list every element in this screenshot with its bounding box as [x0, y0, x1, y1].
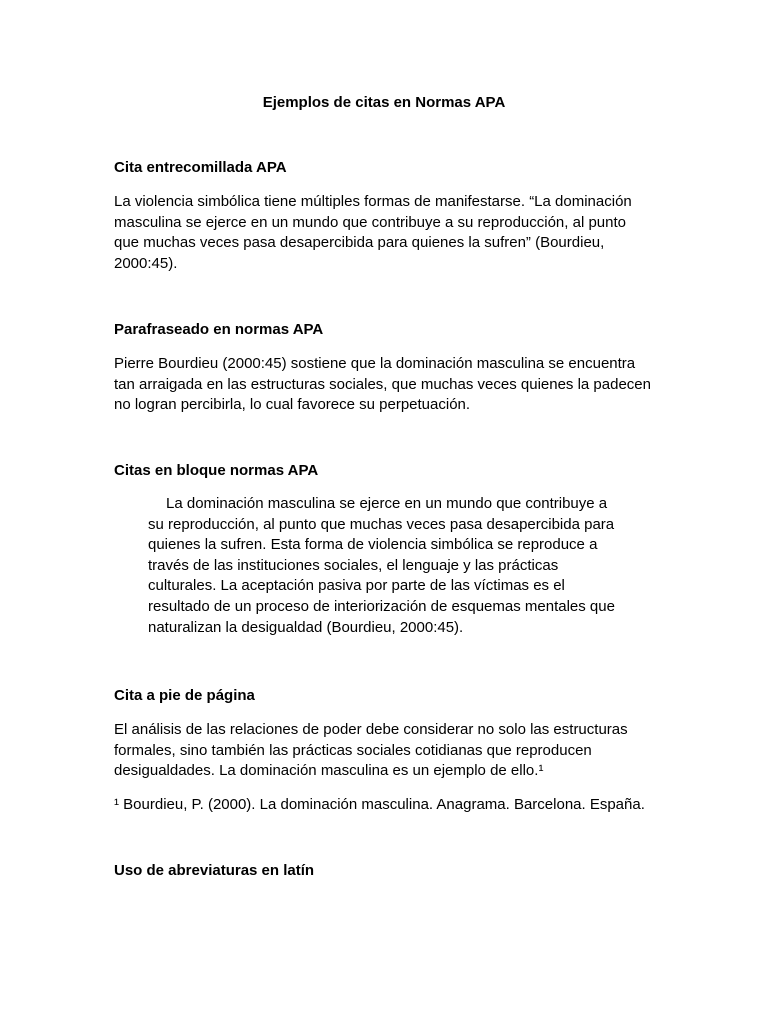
text-line: Pierre Bourdieu (2000:45) sostiene que la dominación masculina se encuentra — [114, 355, 636, 372]
text-line: culturales. La aceptación pasiva por parte de las víctimas es el — [148, 577, 565, 595]
text-line: La dominación masculina se ejerce en un mundo que contribuye a — [166, 495, 608, 512]
text-line: través de las instituciones sociales, el lenguaje y las prácticas — [148, 556, 559, 574]
text-line: quienes la sufren. Esta forma de violencia simbólica se reproduce a — [148, 536, 598, 554]
text-line: resultado de un proceso de interiorización de esquemas mentales que — [148, 597, 615, 615]
text-line: El análisis de las relaciones de poder debe considerar no solo las estructuras — [114, 721, 628, 738]
heading-quoted: Cita entrecomillada APA — [114, 159, 287, 176]
footnote-text: ¹ Bourdieu, P. (2000). La dominación masculina. Anagrama. Barcelona. España. — [114, 796, 645, 813]
text-line: que muchas veces pasa desapercibida para quienes la sufren” (Bourdieu, — [114, 234, 605, 252]
paragraph-paraphrase — [114, 354, 659, 416]
paragraph-footnote — [114, 720, 659, 782]
text-line: La violencia simbólica tiene múltiples formas de manifestarse. “La dominación — [114, 193, 632, 210]
document-title: Ejemplos de citas en Normas APA — [262, 94, 506, 111]
text-line: 2000:45). — [114, 254, 178, 272]
heading-block: Citas en bloque normas APA — [114, 462, 319, 479]
paragraph-quoted — [114, 192, 659, 274]
block-quote — [148, 494, 628, 638]
text-line: desigualdades. La dominación masculina es un ejemplo de ello.¹ — [114, 762, 544, 780]
heading-footnote: Cita a pie de página — [114, 687, 255, 704]
text-line: masculina se ejerce en un mundo que contribuye a su reproducción, al punto — [114, 213, 626, 231]
text-line: formales, sino también las prácticas sociales cotidianas que reproducen — [114, 741, 592, 759]
heading-paraphrase: Parafraseado en normas APA — [114, 321, 324, 338]
text-line: tan arraigada en las estructuras sociales, que muchas veces quienes la padecen — [114, 375, 651, 393]
heading-latin: Uso de abreviaturas en latín — [114, 862, 315, 879]
text-line: naturalizan la desigualdad (Bourdieu, 2000:45). — [148, 618, 464, 636]
footnote-reference — [114, 795, 659, 816]
text-line: no logran percibirla, lo cual favorece su perpetuación. — [114, 396, 471, 414]
text-line: su reproducción, al punto que muchas veces pasa desapercibida para — [148, 515, 615, 533]
